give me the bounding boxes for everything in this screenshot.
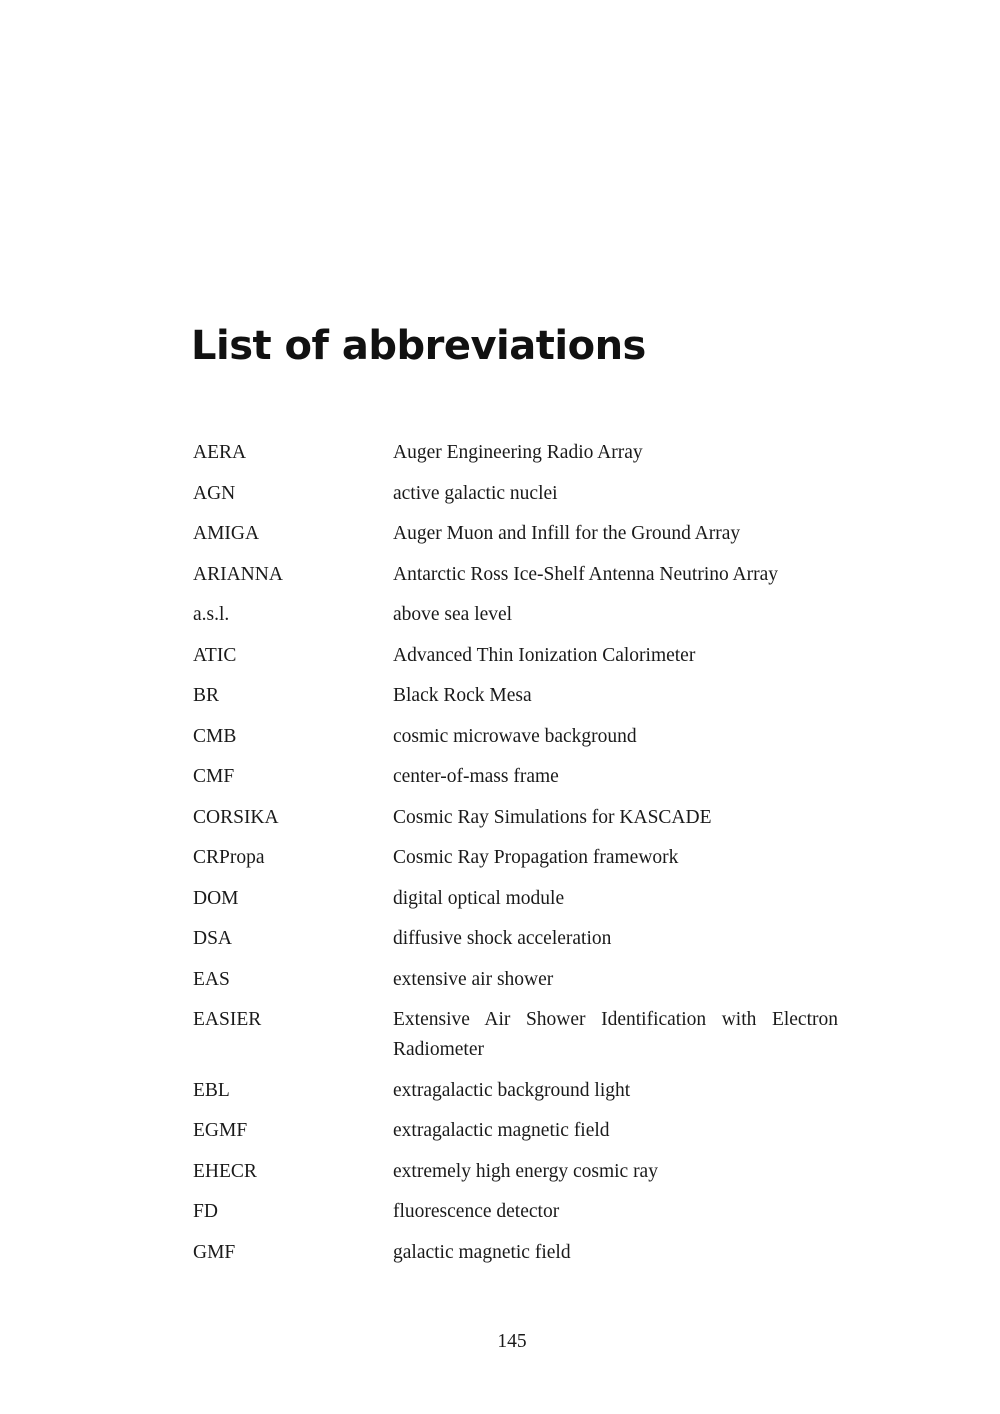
- abbreviation-term: CMB: [193, 725, 237, 747]
- abbreviation-definition: center-of-mass frame: [393, 766, 559, 787]
- abbreviation-row: [193, 924, 838, 954]
- abbreviation-row: [193, 1116, 838, 1146]
- abbreviation-term: CRPropa: [193, 847, 265, 868]
- abbreviation-row: [193, 965, 838, 995]
- abbreviation-row: [193, 843, 838, 873]
- abbreviation-row: [193, 1076, 838, 1106]
- abbreviation-term: DOM: [193, 887, 239, 909]
- page-title: List of abbreviations: [191, 323, 646, 369]
- abbreviation-definition: Antarctic Ross Ice-Shelf Antenna Neutrino Array: [393, 563, 779, 585]
- abbreviation-definition: Auger Engineering Radio Array: [393, 442, 643, 463]
- abbreviation-term: EBL: [193, 1079, 230, 1101]
- abbreviation-term: AGN: [193, 482, 236, 504]
- abbreviation-definition: Extensive Air Shower Identification with Electron Radiometer: [393, 1009, 838, 1060]
- abbreviation-row: [193, 884, 838, 914]
- abbreviation-definition: above sea level: [393, 604, 513, 625]
- abbreviation-row: [193, 479, 838, 509]
- abbreviation-term: EHECR: [193, 1160, 257, 1182]
- abbreviation-row: [193, 1238, 838, 1268]
- page-number: 145: [497, 1331, 527, 1352]
- abbreviation-row: [193, 1197, 838, 1227]
- abbreviation-row: [193, 722, 838, 752]
- abbreviation-definition: Auger Muon and Infill for the Ground Array: [393, 523, 741, 544]
- abbreviation-definition: galactic magnetic field: [393, 1241, 571, 1263]
- abbreviation-term: CMF: [193, 766, 235, 787]
- abbreviation-definition: extragalactic magnetic field: [393, 1120, 610, 1141]
- abbreviation-row: [193, 519, 838, 549]
- abbreviation-term: AMIGA: [193, 523, 260, 544]
- abbreviation-definition: Cosmic Ray Simulations for KASCADE: [393, 806, 712, 828]
- abbreviation-definition: Advanced Thin Ionization Calorimeter: [393, 644, 696, 666]
- abbreviation-definition: extremely high energy cosmic ray: [393, 1160, 658, 1182]
- abbreviation-definition: fluorescence detector: [393, 1201, 560, 1222]
- abbreviation-list: [193, 438, 838, 1278]
- abbreviation-term: DSA: [193, 928, 233, 949]
- abbreviation-definition: cosmic microwave background: [393, 725, 637, 747]
- abbreviation-definition: digital optical module: [393, 887, 565, 909]
- abbreviation-term: FD: [193, 1201, 218, 1222]
- abbreviation-term: EAS: [193, 968, 230, 990]
- abbreviation-definition: Cosmic Ray Propagation framework: [393, 847, 679, 868]
- abbreviation-row: [193, 681, 838, 711]
- abbreviation-row: [193, 762, 838, 792]
- abbreviation-term: AERA: [193, 442, 247, 463]
- abbreviation-term: BR: [193, 685, 220, 706]
- abbreviation-row: [193, 600, 838, 630]
- abbreviation-term: ATIC: [193, 644, 237, 666]
- abbreviation-term: CORSIKA: [193, 806, 279, 828]
- abbreviation-term: GMF: [193, 1241, 236, 1263]
- abbreviation-definition: diffusive shock acceleration: [393, 928, 612, 949]
- abbreviation-definition: active galactic nuclei: [393, 482, 558, 504]
- abbreviation-row: [193, 1005, 838, 1065]
- abbreviation-definition: extragalactic background light: [393, 1079, 631, 1101]
- abbreviation-definition: extensive air shower: [393, 968, 554, 990]
- abbreviation-term: ARIANNA: [193, 563, 283, 585]
- abbreviation-definition: Black Rock Mesa: [393, 685, 532, 706]
- abbreviation-term: EGMF: [193, 1120, 248, 1141]
- abbreviation-row: [193, 560, 838, 590]
- abbreviation-term: EASIER: [193, 1009, 262, 1030]
- abbreviation-row: [193, 803, 838, 833]
- abbreviation-row: [193, 1157, 838, 1187]
- abbreviation-row: [193, 641, 838, 671]
- abbreviation-row: [193, 438, 838, 468]
- abbreviation-term: a.s.l.: [193, 604, 230, 625]
